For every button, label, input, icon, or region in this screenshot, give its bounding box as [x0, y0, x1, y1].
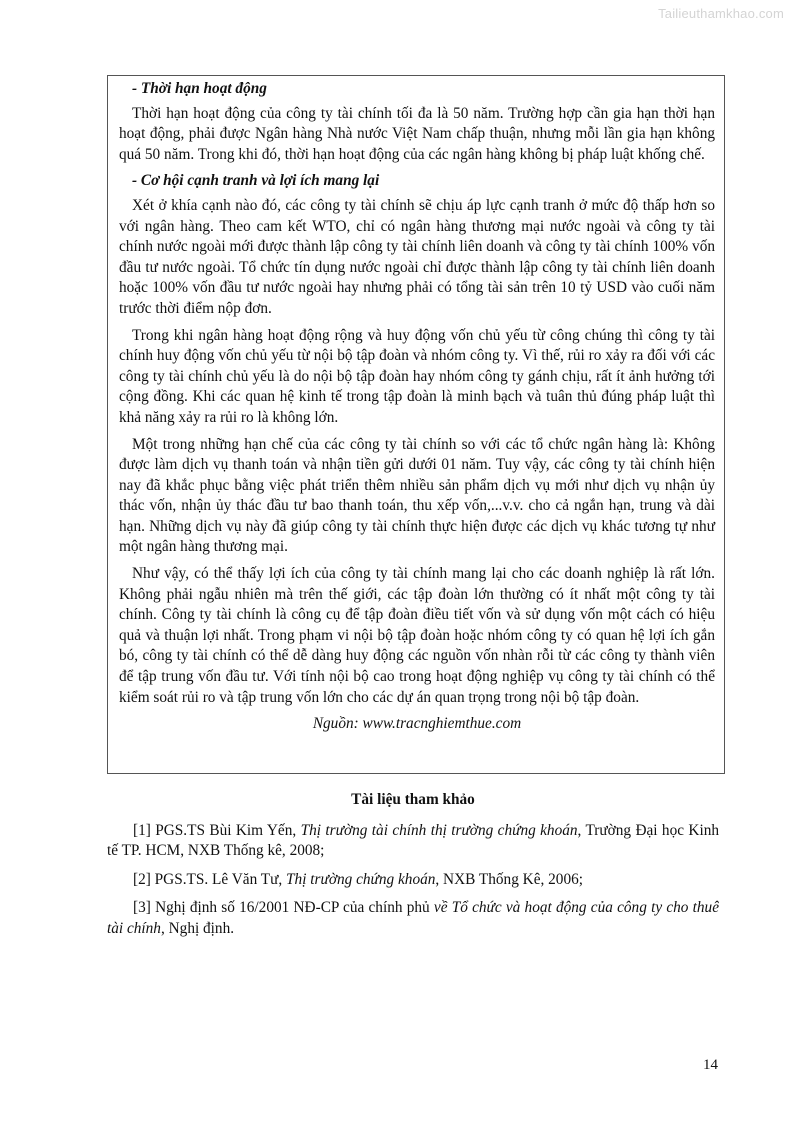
paragraph-competition-4: Như vậy, có thể thấy lợi ích của công ty tài chính mang lại cho các doanh nghiệp là rất lớn. Không phải ngẫu nhiên mà trên thế giới, các tập đoàn lớn thường có ít nhất một công ty tài chính. Công ty tài chính là công cụ để tập đoàn điều tiết vốn và sử dụng vốn một cách có hiệu quả và thuận lợi nhất. Trong phạm vi nội bộ tập đoàn hoặc nhóm công ty có quan hệ lợi ích gắn bó, công ty tài chính có thể dễ dàng huy động các nguồn vốn nhàn rỗi từ các công ty thành viên để tập trung vốn đầu tư. Với tính nội bộ cao trong hoạt động nghiệp vụ công ty tài chính có thể kiểm soát rủi ro và tập trung vốn lớn cho các dự án quan trọng trong nội bộ tập đoàn.: [119, 565, 715, 706]
paragraph-competition-1: Xét ở khía cạnh nào đó, các công ty tài chính sẽ chịu áp lực cạnh tranh ở mức độ thấp hơn so với ngân hàng. Theo cam kết WTO, chỉ có ngân hàng thương mại nước ngoài và công ty tài chính nước ngoài mới được thành lập công ty tài chính liên doanh và công ty tài chính 100% vốn đầu tư nước ngoài. Tổ chức tín dụng nước ngoài chỉ được thành lập công ty tài chính liên doanh hoặc 100% vốn đầu tư nước ngoài hay nhưng phải có tổng tài sản trên 10 tỷ USD vào cuối năm trước thời điểm nộp đơn.: [119, 196, 715, 317]
reference-title: Thị trường chứng khoán: [286, 870, 436, 888]
references-section: [107, 790, 719, 948]
paragraph-competition-2: Trong khi ngân hàng hoạt động rộng và huy động vốn chủ yếu từ công chúng thì công ty tài chính huy động vốn chủ yếu từ nội bộ tập đoàn và nhóm công ty. Vì thế, rủi ro xảy ra đối với các công ty tài chính chủ yếu là do nội bộ tập đoàn hay nhóm công ty gánh chịu, rất ít ảnh hưởng tới cộng đồng. Khi các quan hệ kinh tế trong tập đoàn là minh bạch và tuân thủ đúng pháp luật thì khả năng xảy ra rủi ro là không lớn.: [119, 326, 715, 426]
reference-suffix: , NXB Thống Kê, 2006;: [435, 870, 583, 888]
reference-prefix: [3] Nghị định số 16/2001 NĐ-CP của chính phủ: [133, 899, 434, 917]
reference-item-2: [107, 870, 719, 891]
reference-title: về Tổ chức và hoạt động của công ty cho thuê tài chính: [107, 899, 719, 937]
section-heading-competition: - Cơ hội cạnh tranh và lợi ích mang lại: [132, 172, 380, 190]
reference-prefix: [1] PGS.TS Bùi Kim Yến,: [133, 821, 301, 839]
reference-item-1: [107, 821, 719, 862]
paragraph-duration: Thời hạn hoạt động của công ty tài chính tối đa là 50 năm. Trường hợp cần gia hạn thời hạn hoạt động, phải được Ngân hàng Nhà nước Việt Nam chấp thuận, nhưng mỗi lần gia hạn không quá 50 năm. Trong khi đó, thời hạn hoạt động của các ngân hàng không bị pháp luật khống chế.: [119, 104, 715, 163]
reference-suffix: , Trường Đại học Kinh tế TP. HCM, NXB Thống kê, 2008;: [107, 821, 720, 860]
references-title: Tài liệu tham khảo: [351, 791, 475, 808]
info-box: [107, 75, 725, 774]
page-number: 14: [703, 1057, 718, 1073]
source-line: Nguồn: www.tracnghiemthue.com: [312, 715, 522, 733]
watermark: Tailieuthamkhao.com: [658, 6, 784, 21]
reference-suffix: , Nghị định.: [160, 919, 235, 937]
reference-item-3: [107, 898, 719, 939]
paragraph-competition-3: Một trong những hạn chế của các công ty tài chính so với các tổ chức ngân hàng là: Không được làm dịch vụ thanh toán và nhận tiền gửi dưới 01 năm. Tuy vậy, các công ty tài chính hiện nay đã khắc phục bằng việc phát triển thêm nhiều sản phẩm dịch vụ mới như dịch vụ nhận ủy thác vốn, nhận ủy thác đầu tư bao thanh toán, thu xếp vốn,...v.v. cho cả ngắn hạn, trung và dài hạn. Những dịch vụ này đã giúp công ty tài chính thực hiện được các dịch vụ khác tương tự như một ngân hàng thương mại.: [119, 435, 715, 556]
reference-prefix: [2] PGS.TS. Lê Văn Tư,: [133, 870, 287, 888]
section-heading-duration: - Thời hạn hoạt động: [132, 80, 267, 97]
reference-title: Thị trường tài chính thị trường chứng khoán: [300, 821, 578, 839]
